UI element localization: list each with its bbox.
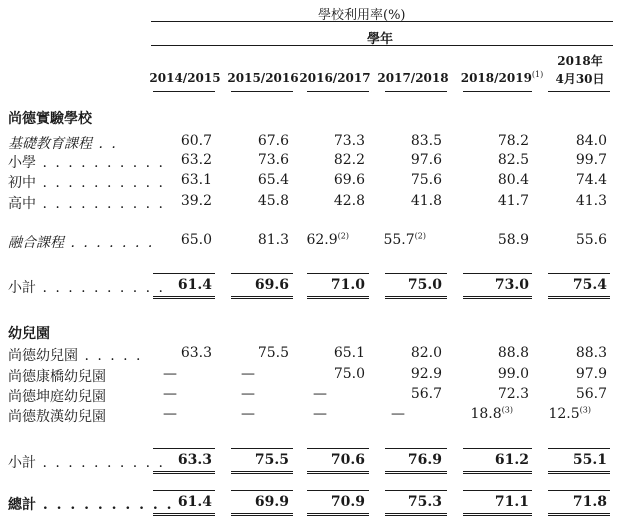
value-cell: [495, 494, 529, 510]
value-text: 41.3: [575, 193, 607, 209]
table-row: [0, 232, 624, 252]
subtotal-rule-top: [231, 448, 293, 449]
row-label: [8, 386, 106, 406]
value-cell: [576, 172, 607, 188]
value-text: 75.5: [254, 452, 289, 468]
value-cell: [334, 152, 365, 168]
year-header-rule: [231, 91, 293, 92]
value-text: 42.8: [333, 193, 365, 209]
value-cell: [334, 366, 365, 382]
value-text: 74.4: [575, 172, 607, 188]
subtotal-rule-top: [463, 448, 532, 449]
value-cell: [334, 133, 365, 149]
subtotal-rule-bottom: [548, 296, 610, 299]
value-cell: [258, 193, 289, 209]
subtotal-rule-bottom: [463, 513, 532, 516]
year-header-3: [290, 71, 380, 85]
year-header-label: 2014/2015: [149, 71, 221, 85]
value-cell: [306, 232, 349, 248]
row-label: [8, 323, 50, 343]
value-text: 65.0: [180, 232, 212, 248]
subtotal-rule-top: [463, 490, 532, 491]
value-cell: [470, 406, 513, 422]
leader-dots: . . . . . . . . . .: [36, 155, 166, 171]
value-text: 92.9: [410, 366, 442, 382]
value-text: 60.7: [180, 133, 212, 149]
value-text: 56.7: [410, 386, 442, 402]
value-cell: [313, 386, 327, 402]
value-text: 73.6: [257, 152, 289, 168]
value-cell: [258, 345, 289, 361]
value-cell: [181, 172, 212, 188]
value-cell: [576, 386, 607, 402]
table-row: [0, 152, 624, 172]
year-header-line1: 2018年: [557, 54, 603, 68]
value-cell: [258, 232, 289, 248]
row-label: [8, 108, 92, 128]
value-text: 72.3: [497, 386, 529, 402]
value-text: 80.4: [497, 172, 529, 188]
value-cell: [495, 452, 529, 468]
table-row: [0, 133, 624, 153]
value-text: 88.8: [497, 345, 529, 361]
value-cell: [548, 406, 591, 422]
subtotal-rule-bottom: [385, 296, 447, 299]
value-cell: [408, 494, 442, 510]
subtotal-rule-bottom: [307, 471, 369, 474]
value-text: 58.9: [497, 232, 529, 248]
subtotal-rule-bottom: [548, 513, 610, 516]
value-text: 71.1: [494, 494, 529, 510]
value-cell: [576, 366, 607, 382]
value-cell: [331, 494, 365, 510]
row-label-text: 小計: [8, 455, 36, 471]
value-cell: [576, 232, 607, 248]
subtotal-rule-top: [385, 490, 447, 491]
value-cell: [498, 152, 529, 168]
table-row: [0, 406, 624, 426]
table-row: [0, 108, 624, 128]
value-text: —: [241, 386, 255, 402]
value-cell: [334, 193, 365, 209]
year-header-label: 2017/2018: [377, 71, 449, 85]
value-text: 67.6: [257, 133, 289, 149]
value-text: 69.6: [333, 172, 365, 188]
year-header-line2: 4月30日: [555, 72, 605, 86]
row-label-text: 初中: [8, 175, 36, 191]
value-cell: [178, 494, 212, 510]
value-text: 45.8: [257, 193, 289, 209]
year-header-label: 2018/2019: [460, 71, 532, 85]
year-header-note: (1): [531, 70, 544, 79]
leader-dots: . . . . . . . . . .: [36, 455, 166, 471]
value-cell: [391, 406, 405, 422]
value-text: 76.9: [407, 452, 442, 468]
value-text: 69.9: [254, 494, 289, 510]
value-cell: [181, 193, 212, 209]
subtotal-rule-bottom: [307, 296, 369, 299]
subtotal-rule-top: [307, 273, 369, 274]
value-text: —: [163, 366, 177, 382]
value-text: 99.7: [575, 152, 607, 168]
year-header-rule: [548, 91, 610, 92]
subtotal-rule-bottom: [231, 471, 293, 474]
row-label: [8, 152, 165, 172]
value-text: 41.7: [497, 193, 529, 209]
value-cell: [498, 232, 529, 248]
value-text: 83.5: [410, 133, 442, 149]
row-label-text: 尚德幼兒園: [8, 348, 78, 364]
subtotal-rule-top: [385, 448, 447, 449]
value-text: —: [163, 386, 177, 402]
value-cell: [181, 232, 212, 248]
subtotal-rule-top: [153, 448, 215, 449]
row-label-text: 融合課程: [8, 235, 64, 251]
value-text: 81.3: [257, 232, 289, 248]
value-text: 99.0: [497, 366, 529, 382]
value-cell: [576, 193, 607, 209]
value-cell: [408, 277, 442, 293]
subtotal-rule-top: [548, 448, 610, 449]
value-text: 63.3: [177, 452, 212, 468]
row-label-text: 幼兒園: [8, 326, 50, 342]
value-text: 75.6: [410, 172, 442, 188]
row-label-text: 尚德實驗學校: [8, 111, 92, 127]
value-cell: [241, 386, 255, 402]
subtotal-rule-top: [307, 490, 369, 491]
value-cell: [498, 386, 529, 402]
subtotal-rule-top: [231, 490, 293, 491]
value-cell: [498, 172, 529, 188]
value-text: 82.0: [410, 345, 442, 361]
value-text: 70.6: [330, 452, 365, 468]
value-cell: [181, 133, 212, 149]
table-row: [0, 345, 624, 365]
subtotal-rule-bottom: [463, 471, 532, 474]
subtotal-rule-bottom: [153, 296, 215, 299]
value-cell: [573, 494, 607, 510]
value-cell: [498, 133, 529, 149]
value-text: 70.9: [330, 494, 365, 510]
value-cell: [411, 366, 442, 382]
year-header-1: [140, 71, 230, 85]
subtotal-rule-bottom: [385, 513, 447, 516]
value-text: 82.2: [333, 152, 365, 168]
row-label: [8, 232, 154, 252]
value-cell: [178, 277, 212, 293]
value-text: 82.5: [497, 152, 529, 168]
row-label: [8, 494, 173, 514]
year-header-rule: [463, 91, 532, 92]
value-cell: [498, 193, 529, 209]
subtotal-rule-bottom: [231, 296, 293, 299]
value-text: 62.9: [306, 232, 338, 248]
row-label-text: 高中: [8, 196, 36, 212]
value-text: 55.1: [572, 452, 607, 468]
value-cell: [411, 172, 442, 188]
year-header-6: [535, 52, 624, 88]
leader-dots: . . . . . . . . . .: [36, 196, 166, 212]
value-cell: [334, 345, 365, 361]
leader-dots: . .: [92, 136, 118, 152]
subtotal-rule-top: [231, 273, 293, 274]
value-text: —: [391, 406, 405, 422]
row-label-text: 基礎教育課程: [8, 136, 92, 152]
value-text: 63.2: [180, 152, 212, 168]
value-text: 75.5: [257, 345, 289, 361]
row-label: [8, 193, 165, 213]
subtotal-rule-top: [548, 490, 610, 491]
leader-dots: . . . . . . . . . .: [36, 280, 166, 296]
table-row: [0, 193, 624, 213]
value-text: —: [163, 406, 177, 422]
value-text: 56.7: [575, 386, 607, 402]
table-row: [0, 172, 624, 192]
table-row: [0, 366, 624, 386]
row-label-text: 尚德坤庭幼兒園: [8, 389, 106, 405]
school-year-heading: 學年: [367, 32, 394, 47]
value-note: (2): [414, 231, 426, 241]
value-text: 61.4: [177, 277, 212, 293]
value-cell: [255, 494, 289, 510]
subtitle-rule: [151, 45, 613, 46]
row-label: [8, 277, 165, 297]
value-cell: [331, 452, 365, 468]
row-label: [8, 366, 106, 386]
value-text: —: [313, 386, 327, 402]
table-row: [0, 323, 624, 343]
value-text: 75.4: [572, 277, 607, 293]
value-cell: [258, 133, 289, 149]
value-cell: [241, 366, 255, 382]
value-text: 97.9: [575, 366, 607, 382]
value-text: 73.3: [333, 133, 365, 149]
subtotal-rule-bottom: [548, 471, 610, 474]
value-cell: [576, 152, 607, 168]
year-header-label: 2016/2017: [299, 71, 371, 85]
value-text: 97.6: [410, 152, 442, 168]
value-cell: [498, 366, 529, 382]
value-note: (3): [579, 405, 591, 415]
value-text: 12.5: [548, 406, 580, 422]
value-text: 65.1: [333, 345, 365, 361]
row-label-text: 小計: [8, 280, 36, 296]
leader-dots: . . . . .: [78, 348, 143, 364]
value-cell: [181, 152, 212, 168]
value-text: —: [241, 406, 255, 422]
value-text: 18.8: [470, 406, 502, 422]
row-label: [8, 406, 106, 426]
value-text: 41.8: [410, 193, 442, 209]
row-label: [8, 452, 165, 472]
value-cell: [411, 152, 442, 168]
value-cell: [498, 345, 529, 361]
value-cell: [573, 277, 607, 293]
value-cell: [258, 152, 289, 168]
subtotal-rule-bottom: [153, 471, 215, 474]
value-cell: [334, 172, 365, 188]
value-cell: [576, 345, 607, 361]
value-cell: [163, 406, 177, 422]
leader-dots: . . . . . . . . . .: [36, 497, 174, 513]
value-text: 61.2: [494, 452, 529, 468]
value-text: 75.0: [407, 277, 442, 293]
subtotal-rule-bottom: [307, 513, 369, 516]
value-cell: [258, 172, 289, 188]
value-text: 39.2: [180, 193, 212, 209]
value-cell: [163, 366, 177, 382]
leader-dots: . . . . . . . . . .: [36, 175, 166, 191]
value-cell: [178, 452, 212, 468]
value-text: 71.0: [330, 277, 365, 293]
row-label: [8, 172, 165, 192]
value-cell: [411, 386, 442, 402]
value-text: 78.2: [497, 133, 529, 149]
value-cell: [576, 133, 607, 149]
value-cell: [255, 277, 289, 293]
value-cell: [411, 193, 442, 209]
year-header-5: [457, 71, 547, 85]
subtotal-rule-top: [548, 273, 610, 274]
value-cell: [495, 277, 529, 293]
value-text: —: [313, 406, 327, 422]
value-cell: [573, 452, 607, 468]
value-cell: [313, 406, 327, 422]
table-row: [0, 386, 624, 406]
subtotal-rule-bottom: [463, 296, 532, 299]
subtotal-rule-bottom: [231, 513, 293, 516]
row-label-text: 小學: [8, 155, 36, 171]
value-text: —: [241, 366, 255, 382]
value-cell: [411, 133, 442, 149]
table-row: [0, 452, 624, 472]
year-header-label: 2015/2016: [227, 71, 299, 85]
value-text: 55.6: [575, 232, 607, 248]
value-text: 71.8: [572, 494, 607, 510]
value-cell: [181, 345, 212, 361]
title-rule: [151, 21, 613, 22]
value-cell: [411, 345, 442, 361]
subtotal-rule-bottom: [153, 513, 215, 516]
year-header-rule: [385, 91, 447, 92]
value-text: 63.3: [180, 345, 212, 361]
row-label-text: 尚德敖漢幼兒園: [8, 409, 106, 425]
value-text: 69.6: [254, 277, 289, 293]
value-note: (3): [501, 405, 513, 415]
subtotal-rule-top: [307, 448, 369, 449]
value-cell: [241, 406, 255, 422]
subtotal-rule-top: [153, 490, 215, 491]
row-label: [8, 345, 143, 365]
value-text: 65.4: [257, 172, 289, 188]
year-header-rule: [307, 91, 369, 92]
year-header-4: [368, 71, 458, 85]
value-text: 73.0: [494, 277, 529, 293]
leader-dots: . . . . . . .: [64, 235, 155, 251]
value-text: 88.3: [575, 345, 607, 361]
value-note: (2): [337, 231, 349, 241]
value-text: 61.4: [177, 494, 212, 510]
subtotal-rule-top: [463, 273, 532, 274]
table-row: [0, 277, 624, 297]
value-text: 55.7: [383, 232, 415, 248]
table-title: 學校利用率(%): [318, 8, 406, 23]
subtotal-rule-top: [153, 273, 215, 274]
row-label: [8, 133, 118, 153]
value-text: 84.0: [575, 133, 607, 149]
subtotal-rule-bottom: [385, 471, 447, 474]
value-cell: [408, 452, 442, 468]
row-label-text: 尚德康橋幼兒園: [8, 369, 106, 385]
value-cell: [331, 277, 365, 293]
value-cell: [255, 452, 289, 468]
value-text: 75.3: [407, 494, 442, 510]
row-label-text: 總計: [8, 497, 36, 513]
subtotal-rule-top: [385, 273, 447, 274]
value-cell: [383, 232, 426, 248]
value-text: 75.0: [333, 366, 365, 382]
value-text: 63.1: [180, 172, 212, 188]
value-cell: [163, 386, 177, 402]
table-row: [0, 494, 624, 514]
year-header-rule: [153, 91, 215, 92]
